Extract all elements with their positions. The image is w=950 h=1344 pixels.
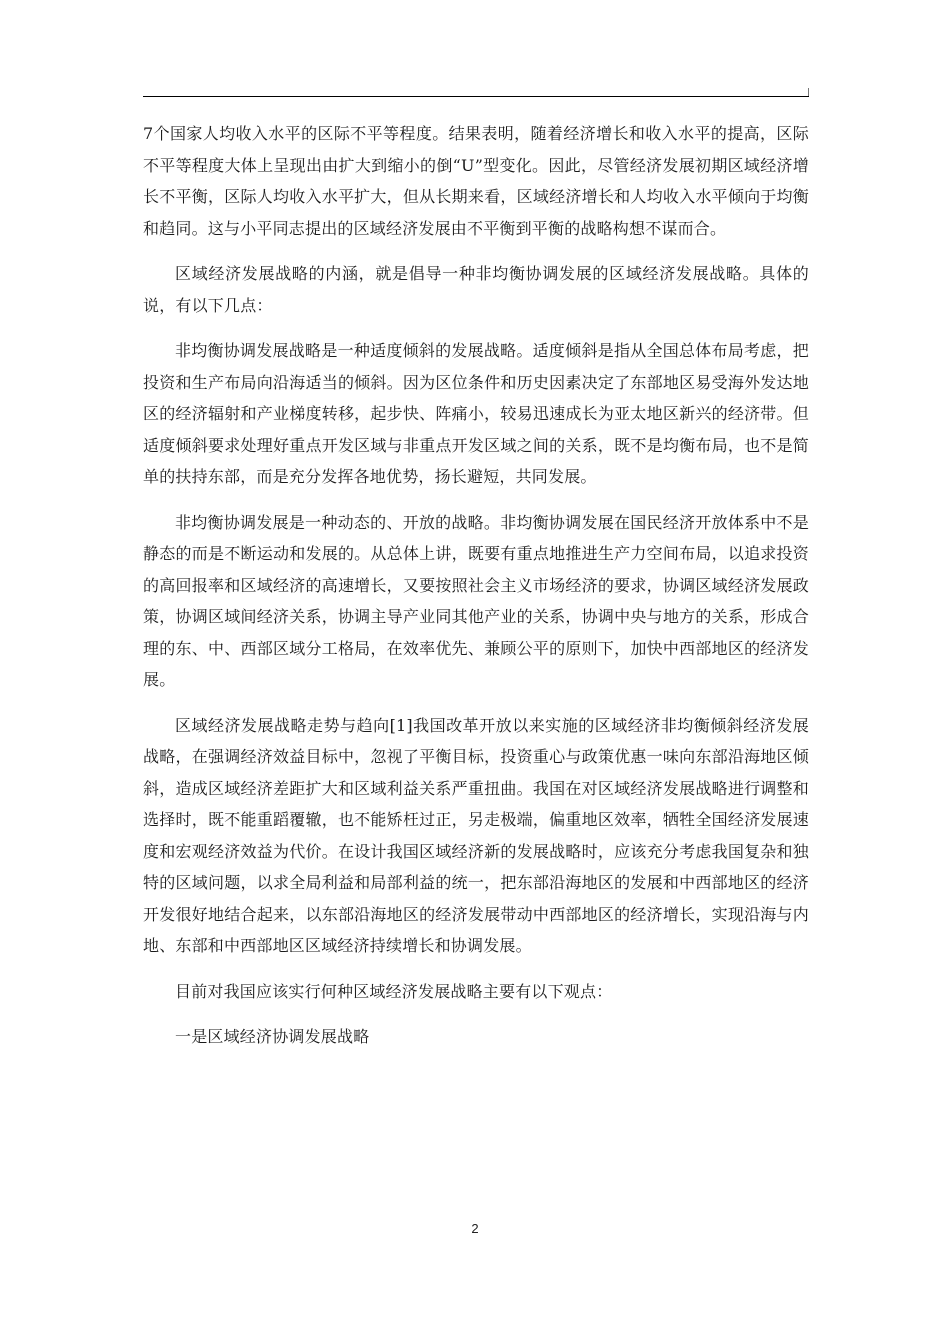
paragraph-1: 7个国家人均收入水平的区际不平等程度。结果表明，随着经济增长和收入水平的提高，区际不平等程度大体上呈现出由扩大到缩小的倒“U”型变化。因此，尽管经济发展初期区域经济增长不平衡，区际人均收入水平扩大，但从长期来看，区域经济增长和人均收入水平倾向于均衡和趋同。这与小平同志提出的区域经济发展由不平衡到平衡的战略构想不谋而合。	[143, 124, 809, 238]
paragraph-4: 非均衡协调发展是一种动态的、开放的战略。非均衡协调发展在国民经济开放体系中不是静态的而是不断运动和发展的。从总体上讲，既要有重点地推进生产力空间布局，以追求投资的高回报率和区域经济的高速增长，又要按照社会主义市场经济的要求，协调区域经济发展政策，协调区域间经济关系，协调主导产业同其他产业的关系，协调中央与地方的关系，形成合理的东、中、西部区域分工格局，在效率优先、兼顾公平的原则下，加快中西部地区的经济发展。	[143, 512, 809, 689]
paragraph-5: 区域经济发展战略走势与趋向[1]我国改革开放以来实施的区域经济非均衡倾斜经济发展战略，在强调经济效益目标中，忽视了平衡目标，投资重心与政策优惠一味向东部沿海地区倾斜，造成区域经济差距扩大和区域利益关系严重扭曲。我国在对区域经济发展战略进行调整和选择时，既不能重蹈覆辙，也不能矫枉过正，另走极端，偏重地区效率，牺牲全国经济发展速度和宏观经济效益为代价。在设计我国区域经济新的发展战略时，应该充分考虑我国复杂和独特的区域问题，以求全局利益和局部利益的统一，把东部沿海地区的发展和中西部地区的经济开发很好地结合起来，以东部沿海地区的经济发展带动中西部地区的经济增长，实现沿海与内地、东部和中西部地区区域经济持续增长和协调发展。	[143, 715, 809, 955]
paragraph-7: 一是区域经济协调发展战略	[175, 1027, 370, 1046]
header-rule	[143, 96, 809, 97]
paragraph-3: 非均衡协调发展战略是一种适度倾斜的发展战略。适度倾斜是指从全国总体布局考虑，把投资和生产布局向沿海适当的倾斜。因为区位条件和历史因素决定了东部地区易受海外发达地区的经济辐射和产业梯度转移，起步快、阵痛小，较易迅速成长为亚太地区新兴的经济带。但适度倾斜要求处理好重点开发区域与非重点开发区域之间的关系，既不是均衡布局，也不是简单的扶持东部，而是充分发挥各地优势，扬长避短，共同发展。	[143, 341, 809, 486]
paragraph-2: 区域经济发展战略的内涵，就是倡导一种非均衡协调发展的区域经济发展战略。具体的说，有以下几点：	[143, 264, 809, 315]
paragraph-6: 目前对我国应该实行何种区域经济发展战略主要有以下观点：	[175, 981, 613, 1001]
body-text	[143, 118, 809, 1067]
page-number: 2	[471, 1221, 479, 1236]
header-corner-mark	[808, 88, 809, 96]
